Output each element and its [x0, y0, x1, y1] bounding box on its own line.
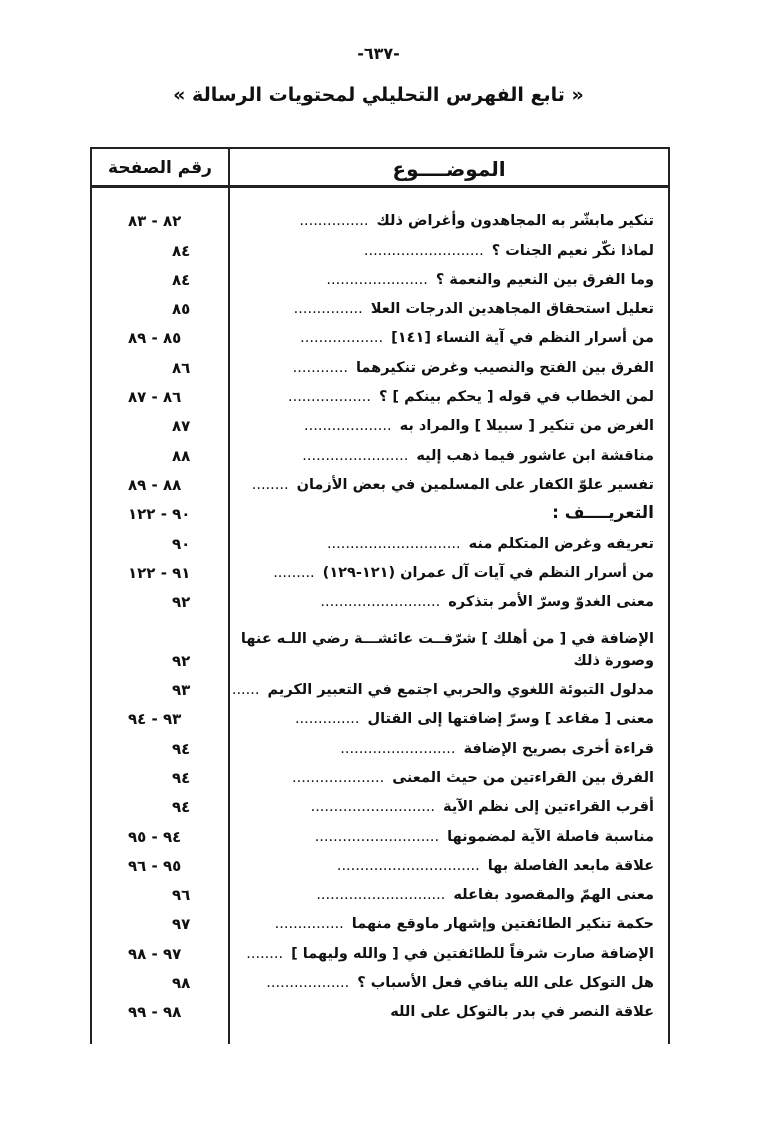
- row-topic: [242, 386, 654, 408]
- row-page-number: ٩٢: [172, 593, 191, 612]
- topic-text: علاقة النصر في بدر بالتوكل على الله: [390, 1004, 654, 1021]
- topic-text: الفرق بين الفتح والنصيب وغرض تنكيرهما: [355, 359, 654, 376]
- table-row: [92, 471, 668, 500]
- topic-text: لماذا نكّر نعيم الجنات ؟: [491, 242, 654, 259]
- row-topic: [242, 738, 654, 760]
- row-page-number: ٨٥ - ٨٩: [128, 329, 182, 348]
- table-row: [92, 559, 668, 588]
- table-row: [92, 822, 668, 851]
- table-row: [92, 441, 668, 470]
- row-topic: [242, 826, 654, 848]
- row-page-number: ٩٣ - ٩٤: [128, 710, 182, 729]
- row-topic: [242, 767, 654, 789]
- row-page-number: ٩٧ - ٩٨: [128, 944, 182, 963]
- row-page-number: ٨٦: [172, 358, 191, 377]
- row-page-number: ٩٣: [172, 681, 191, 700]
- table-row: [92, 881, 668, 910]
- topic-text: علاقة مابعد الفاصلة بها: [487, 857, 654, 874]
- table-row: [92, 207, 668, 236]
- row-page-number: ٨٧: [172, 417, 191, 436]
- leader-dots: ..................: [300, 330, 384, 347]
- row-page-number: ٨٤: [172, 241, 191, 260]
- row-topic: [242, 327, 654, 349]
- row-page-number: ٨٨: [172, 446, 191, 465]
- row-page-number: ٨٨ - ٨٩: [128, 475, 182, 494]
- leader-dots: .........................: [340, 740, 456, 757]
- topic-text: الإضافة في [ من أهلك ] شرّفــت عائشـــة رضي اللـه عنها: [240, 630, 654, 647]
- table-row: [92, 295, 668, 324]
- row-topic: [242, 502, 654, 525]
- table-row: [92, 383, 668, 412]
- table-row: [92, 939, 668, 968]
- topic-text: التعريــــف :: [552, 503, 654, 524]
- topic-text: تعليل استحقاق المجاهدين الدرجات العلا: [370, 301, 654, 318]
- leader-dots: ..................: [266, 975, 350, 992]
- leader-dots: ............: [292, 359, 348, 376]
- table-body: [92, 207, 668, 1027]
- row-topic: [242, 298, 654, 320]
- leader-dots: .............................: [326, 535, 461, 552]
- row-topic: [242, 943, 654, 965]
- row-page-number: ٨٦ - ٨٧: [128, 388, 182, 407]
- table-row: [92, 852, 668, 881]
- leader-dots: ...............: [299, 213, 369, 230]
- row-page-number: ٩٤: [172, 739, 191, 758]
- topic-text: الفرق بين القراءتين من حيث المعنى: [392, 769, 654, 786]
- row-page-number: ٩٧: [172, 915, 191, 934]
- table-row: [92, 998, 668, 1027]
- table-row: [92, 969, 668, 998]
- leader-dots: ............................: [316, 887, 446, 904]
- row-topic: [242, 562, 654, 584]
- leader-dots: ........: [246, 945, 284, 962]
- topic-text: معنى الهمّ والمقصود بفاعله: [453, 887, 654, 904]
- topic-text: من أسرار النظم في آيات آل عمران (١٢١-١٢٩): [322, 564, 654, 581]
- table-row: [92, 412, 668, 441]
- topic-text: حكمة تنكير الطائفتين وإشهار ماوقع منهما: [351, 916, 654, 933]
- row-page-number: ٩٦: [172, 886, 191, 905]
- row-topic: [242, 357, 654, 379]
- leader-dots: ........: [251, 476, 289, 493]
- table-row: [92, 324, 668, 353]
- row-page-number: ٩٠ - ١٢٢: [128, 505, 191, 524]
- row-topic: [242, 415, 654, 437]
- table-row: [92, 529, 668, 558]
- row-page-number: ٩٢: [172, 651, 191, 670]
- topic-text-continued: وصورة ذلك: [573, 652, 654, 669]
- row-page-number: ٩٥ - ٩٦: [128, 856, 182, 875]
- row-topic: [242, 474, 654, 496]
- leader-dots: ..................: [287, 389, 371, 406]
- row-page-number: ٩٨ - ٩٩: [128, 1003, 182, 1022]
- leader-dots: ...............: [274, 916, 344, 933]
- row-page-number: ٩٤: [172, 798, 191, 817]
- leader-dots: ...........................: [314, 828, 440, 845]
- topic-text: وما الفرق بين النعيم والنعمة ؟: [435, 271, 654, 288]
- topic-text: تفسير علوّ الكفار على المسلمين في بعض الأزمان: [296, 476, 654, 493]
- row-topic: [242, 796, 654, 818]
- table-row: [92, 734, 668, 763]
- leader-dots: ..........................: [320, 594, 441, 611]
- row-topic: [231, 679, 654, 701]
- topic-text: هل التوكل على الله ينافي فعل الأسباب ؟: [357, 975, 654, 992]
- topic-text: قراءة أخرى بصريح الإضافة: [463, 740, 654, 757]
- row-topic: [242, 855, 654, 877]
- row-topic: [242, 972, 654, 994]
- row-topic: [242, 269, 654, 291]
- row-topic: [242, 884, 654, 906]
- table-row: [92, 236, 668, 265]
- table-row: [92, 910, 668, 939]
- leader-dots: ......................: [326, 271, 428, 288]
- table-row: [92, 793, 668, 822]
- row-topic: [242, 210, 654, 232]
- table-header: [92, 149, 668, 188]
- leader-dots: ....................: [292, 769, 385, 786]
- row-page-number: ٩٤: [172, 768, 191, 787]
- table-row: [92, 764, 668, 793]
- row-page-number: ٨٢ - ٨٣: [128, 212, 182, 231]
- row-page-number: ٩٨: [172, 974, 191, 993]
- topic-text: مناقشة ابن عاشور فيما ذهب إليه: [416, 447, 654, 464]
- page-title: « تابع الفهرس التحليلي لمحتويات الرسالة »: [173, 84, 584, 106]
- header-topic: الموضــــوع: [392, 157, 506, 181]
- row-topic: [242, 445, 654, 467]
- leader-dots: ......: [231, 682, 260, 699]
- table-row: [92, 617, 668, 676]
- topic-text: الإضافة صارت شرفاً للطائفتين في [ والله وليهما ]: [291, 945, 654, 962]
- table-row: [92, 500, 668, 529]
- row-topic: [242, 628, 654, 672]
- leader-dots: ..........................: [363, 242, 484, 259]
- row-topic: [242, 591, 654, 613]
- table-row: [92, 705, 668, 734]
- topic-text: تعريفه وغرض المتكلم منه: [468, 535, 654, 552]
- table-row: [92, 266, 668, 295]
- header-page-number: رقم الصفحة: [108, 158, 212, 178]
- row-page-number: ٨٥: [172, 300, 191, 319]
- row-topic: [242, 913, 654, 935]
- index-table: [90, 147, 670, 1044]
- topic-text: الغرض من تنكير [ سبيلا ] والمراد به: [399, 418, 654, 435]
- row-topic: [242, 1001, 654, 1023]
- leader-dots: .......................: [302, 447, 409, 464]
- leader-dots: ...........................: [310, 799, 436, 816]
- leader-dots: .........: [273, 564, 315, 581]
- topic-text: مناسبة فاصلة الآية لمضمونها: [447, 828, 654, 845]
- topic-text: معنى [ مقاعد ] وسرّ إضافتها إلى القتال: [367, 711, 654, 728]
- leader-dots: ...............................: [336, 857, 480, 874]
- topic-text: من أسرار النظم في آية النساء [١٤١]: [391, 330, 654, 347]
- leader-dots: ...............: [293, 301, 363, 318]
- row-topic: [242, 533, 654, 555]
- topic-text: تنكير مابشّر به المجاهدون وأغراض ذلك: [376, 213, 654, 230]
- leader-dots: ..............: [294, 711, 360, 728]
- topic-text: معنى الغدوّ وسرّ الأمر بتذكره: [448, 594, 654, 611]
- row-page-number: ٩١ - ١٢٢: [128, 563, 191, 582]
- table-row: [92, 353, 668, 382]
- row-page-number: ٩٠: [172, 534, 191, 553]
- table-row: [92, 588, 668, 617]
- row-topic: [242, 708, 654, 730]
- row-topic: [242, 240, 654, 262]
- row-page-number: ٨٤: [172, 270, 191, 289]
- topic-text: أقرب القراءتين إلى نظم الآية: [443, 799, 654, 816]
- table-row: [92, 676, 668, 705]
- topic-text: لمن الخطاب في قوله [ يحكم بينكم ] ؟: [378, 389, 654, 406]
- row-page-number: ٩٤ - ٩٥: [128, 827, 182, 846]
- topic-text: مدلول التبوئة اللغوي والحربي اجتمع في التعبير الكريم: [267, 682, 654, 699]
- leader-dots: ...................: [304, 418, 392, 435]
- page-number: -٦٣٧-: [357, 44, 400, 63]
